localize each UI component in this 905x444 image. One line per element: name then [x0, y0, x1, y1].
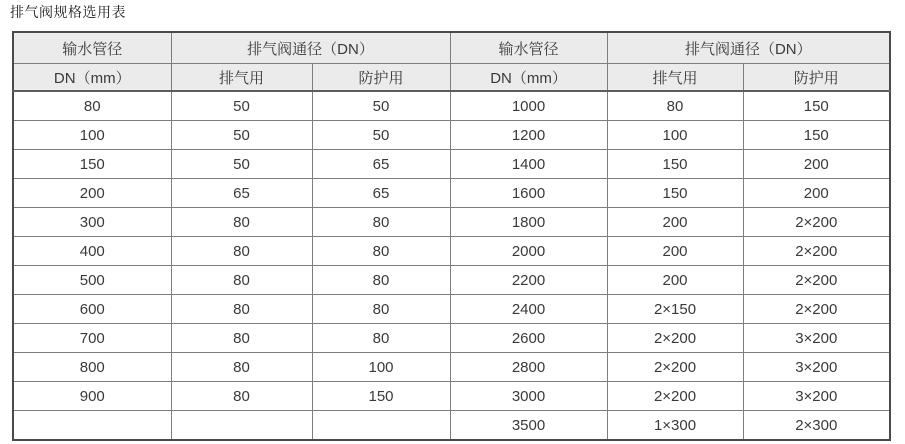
table-cell: 150 [743, 121, 890, 150]
header-dn-mm-right: DN（mm） [450, 64, 607, 92]
header-valve-diameter-right: 排气阀通径（DN） [607, 32, 890, 64]
table-cell: 80 [607, 91, 743, 121]
table-cell: 1200 [450, 121, 607, 150]
table-cell [171, 411, 312, 441]
table-cell: 150 [13, 150, 171, 179]
table-cell: 400 [13, 237, 171, 266]
table-row [13, 353, 890, 382]
table-cell: 2×200 [607, 382, 743, 411]
table-cell: 80 [312, 295, 450, 324]
table-cell: 600 [13, 295, 171, 324]
header-row-2 [13, 64, 890, 92]
table-row [13, 208, 890, 237]
table-cell: 2600 [450, 324, 607, 353]
table-cell: 80 [171, 324, 312, 353]
table-cell: 100 [13, 121, 171, 150]
table-cell: 150 [743, 91, 890, 121]
table-cell: 1000 [450, 91, 607, 121]
spec-table-header [13, 32, 890, 91]
table-row [13, 411, 890, 441]
table-cell: 80 [171, 208, 312, 237]
table-cell: 2000 [450, 237, 607, 266]
table-row [13, 295, 890, 324]
table-cell: 65 [171, 179, 312, 208]
table-cell: 80 [312, 237, 450, 266]
table-row [13, 237, 890, 266]
table-cell: 200 [607, 208, 743, 237]
table-cell: 80 [312, 324, 450, 353]
table-cell: 50 [171, 121, 312, 150]
table-row [13, 91, 890, 121]
header-exhaust-use-right: 排气用 [607, 64, 743, 92]
table-cell: 100 [607, 121, 743, 150]
header-water-pipe-left: 输水管径 [13, 32, 171, 64]
table-cell: 800 [13, 353, 171, 382]
table-cell: 300 [13, 208, 171, 237]
table-cell: 100 [312, 353, 450, 382]
table-cell: 2400 [450, 295, 607, 324]
spec-table-body [13, 91, 890, 440]
table-row [13, 324, 890, 353]
table-cell: 2200 [450, 266, 607, 295]
table-cell: 2×150 [607, 295, 743, 324]
table-cell: 900 [13, 382, 171, 411]
spec-table [12, 31, 891, 441]
table-cell: 3×200 [743, 324, 890, 353]
table-cell: 2×200 [743, 208, 890, 237]
table-cell: 80 [171, 266, 312, 295]
table-row [13, 266, 890, 295]
table-cell: 2×200 [607, 324, 743, 353]
table-cell: 1×300 [607, 411, 743, 441]
table-cell: 1400 [450, 150, 607, 179]
table-cell: 2×200 [607, 353, 743, 382]
table-cell: 65 [312, 179, 450, 208]
table-cell: 80 [171, 237, 312, 266]
table-cell: 3500 [450, 411, 607, 441]
table-cell: 3×200 [743, 353, 890, 382]
table-cell: 1600 [450, 179, 607, 208]
header-row-1 [13, 32, 890, 64]
table-cell: 1800 [450, 208, 607, 237]
table-cell: 500 [13, 266, 171, 295]
table-cell: 2×300 [743, 411, 890, 441]
table-cell: 150 [312, 382, 450, 411]
table-cell: 80 [171, 353, 312, 382]
table-cell: 50 [312, 121, 450, 150]
table-cell: 200 [607, 266, 743, 295]
header-valve-diameter-left: 排气阀通径（DN） [171, 32, 450, 64]
table-cell: 2×200 [743, 237, 890, 266]
page-title: 排气阀规格选用表 [10, 4, 126, 20]
table-cell: 50 [312, 91, 450, 121]
table-cell: 65 [312, 150, 450, 179]
table-row [13, 179, 890, 208]
table-cell: 200 [743, 150, 890, 179]
table-cell: 2×200 [743, 295, 890, 324]
table-cell: 50 [171, 150, 312, 179]
document-root [0, 2, 905, 441]
table-cell: 80 [171, 295, 312, 324]
table-cell: 80 [13, 91, 171, 121]
table-row [13, 150, 890, 179]
table-cell: 80 [312, 208, 450, 237]
table-cell [312, 411, 450, 441]
table-cell: 150 [607, 179, 743, 208]
table-cell: 2×200 [743, 266, 890, 295]
table-cell: 80 [171, 382, 312, 411]
table-row [13, 382, 890, 411]
table-cell: 200 [743, 179, 890, 208]
header-water-pipe-right: 输水管径 [450, 32, 607, 64]
table-cell: 2800 [450, 353, 607, 382]
header-exhaust-use-left: 排气用 [171, 64, 312, 92]
table-cell: 700 [13, 324, 171, 353]
table-cell: 200 [607, 237, 743, 266]
table-cell: 3000 [450, 382, 607, 411]
table-cell: 200 [13, 179, 171, 208]
header-dn-mm-left: DN（mm） [13, 64, 171, 92]
table-cell: 3×200 [743, 382, 890, 411]
table-cell: 150 [607, 150, 743, 179]
table-cell [13, 411, 171, 441]
table-cell: 50 [171, 91, 312, 121]
header-protection-use-left: 防护用 [312, 64, 450, 92]
header-protection-use-right: 防护用 [743, 64, 890, 92]
table-row [13, 121, 890, 150]
table-cell: 80 [312, 266, 450, 295]
